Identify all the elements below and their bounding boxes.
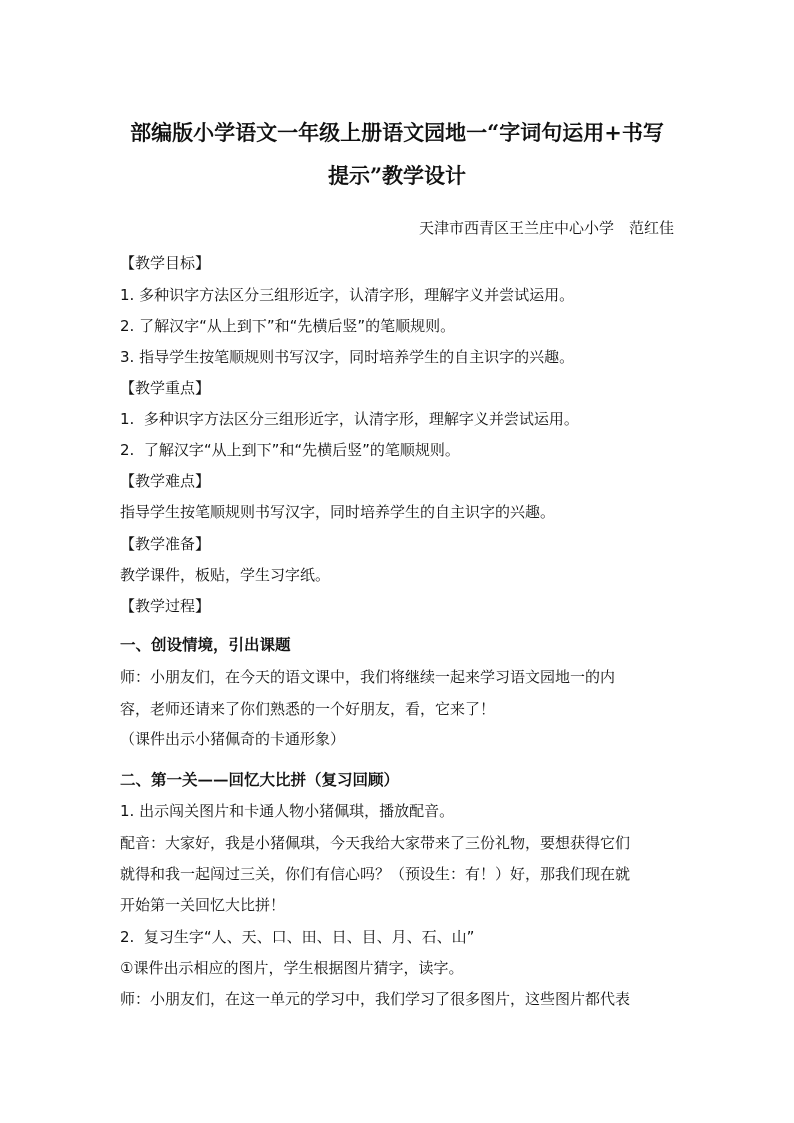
part2-line-3: 就得和我一起闯过三关，你们有信心吗？（预设生：有！）好，那我们现在就 [120,865,631,883]
objective-item-3: 3. 指导学生按笔顺规则书写汉字，同时培养学生的自主识字的兴趣。 [120,348,575,366]
objective-item-1: 1. 多种识字方法区分三组形近字，认清字形，理解字义并尝试运用。 [120,286,575,304]
part1-heading: 一、创设情境，引出课题 [120,635,291,654]
key-point-item-1: 1. 多种识字方法区分三组形近字，认清字形，理解字义并尝试运用。 [120,410,579,428]
part1-line-3: （课件出示小猪佩奇的卡通形象） [120,730,346,748]
section-label-difficulties: 【教学难点】 [120,472,211,490]
objective-item-2: 2. 了解汉字“从上到下”和“先横后竖”的笔顺规则。 [120,317,456,335]
section-label-preparation: 【教学准备】 [120,535,211,553]
document-title-line-2: 提示”教学设计 [327,163,467,188]
difficulties-text: 指导学生按笔顺规则书写汉字，同时培养学生的自主识字的兴趣。 [120,503,556,521]
part2-line-7: 师：小朋友们，在这一单元的学习中，我们学习了很多图片，这些图片都代表 [120,990,631,1008]
part2-line-2: 配音：大家好，我是小猪佩琪，今天我给大家带来了三份礼物，要想获得它们 [120,834,631,852]
section-label-process: 【教学过程】 [120,597,211,615]
preparation-text: 教学课件，板贴，学生习字纸。 [120,566,331,584]
part1-line-1: 师：小朋友们，在今天的语文课中，我们将继续一起来学习语文园地一的内 [120,668,616,686]
author-line: 天津市西青区王兰庄中心小学 范红佳 [418,219,674,237]
part2-line-4: 开始第一关回忆大比拼！ [120,896,286,914]
part2-line-5: 2. 复习生字“人、天、口、田、日、目、月、石、山” [120,928,475,946]
document-title-line-1: 部编版小学语文一年级上册语文园地一“字词句运用+书写 [130,120,664,145]
key-point-item-2: 2. 了解汉字“从上到下”和“先横后竖”的笔顺规则。 [120,441,460,459]
part2-heading: 二、第一关——回忆大比拼（复习回顾） [120,770,400,789]
part2-line-6: ①课件出示相应的图片，学生根据图片猜字，读字。 [120,959,464,977]
part2-line-1: 1. 出示闯关图片和卡通人物小猪佩琪，播放配音。 [120,802,455,820]
section-label-key-points: 【教学重点】 [120,379,211,397]
section-label-objectives: 【教学目标】 [120,254,211,272]
part1-line-2: 容，老师还请来了你们熟悉的一个好朋友，看，它来了！ [120,700,496,718]
